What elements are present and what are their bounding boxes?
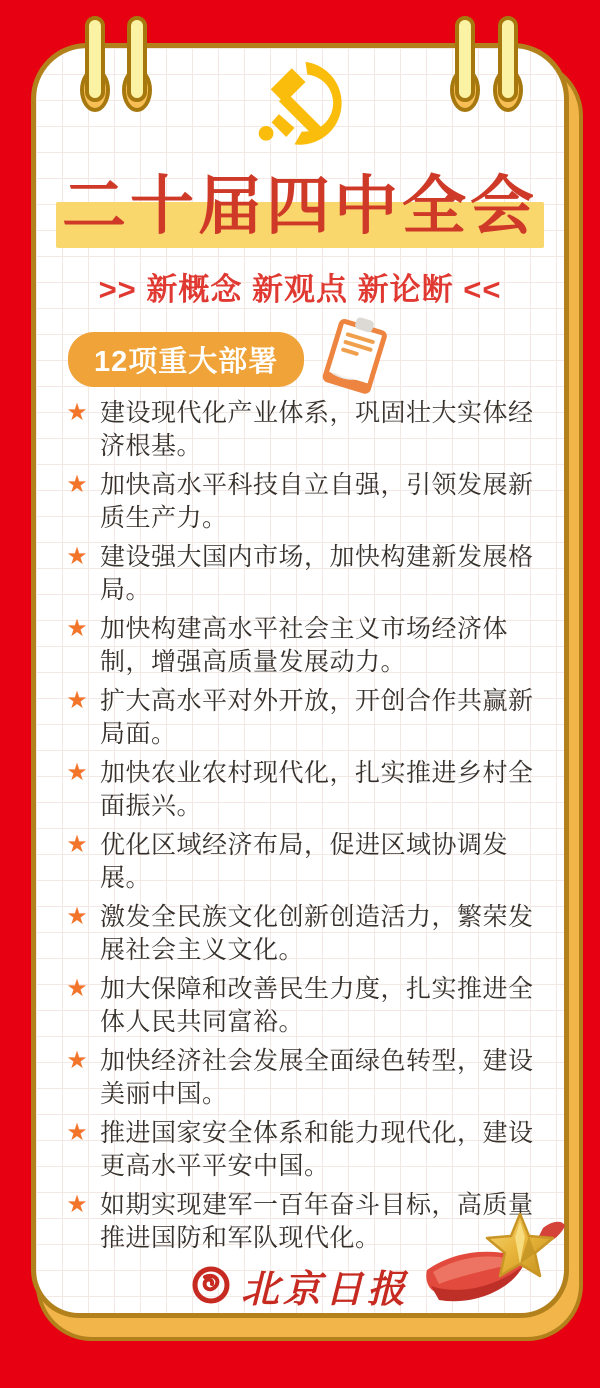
item-text: 激发全民族文化创新创造活力，繁荣发展社会主义文化。	[100, 902, 534, 964]
item-text: 推进国家安全体系和能力现代化，建设更高水平平安中国。	[100, 1118, 534, 1180]
star-bullet-icon: ★	[66, 1119, 88, 1146]
star-bullet-icon: ★	[66, 975, 88, 1002]
logo-text: 北京日报	[240, 1265, 409, 1311]
list-item	[64, 612, 538, 678]
list-item	[64, 756, 538, 822]
star-ribbon-icon	[425, 1208, 565, 1314]
star-bullet-icon: ★	[66, 471, 88, 498]
list-item	[64, 396, 538, 462]
list-item	[64, 1116, 538, 1182]
list-item	[64, 684, 538, 750]
ring-stem	[498, 16, 518, 102]
binder-ring	[493, 16, 523, 116]
item-text: 扩大高水平对外开放，开创合作共赢新局面。	[100, 686, 534, 748]
logo-mark-icon	[191, 1265, 231, 1305]
star-bullet-icon: ★	[66, 903, 88, 930]
star-bullet-icon: ★	[66, 615, 88, 642]
poster-title: 二十届四中全会	[62, 170, 538, 242]
item-text: 如期实现建军一百年奋斗目标，高质量推进国防和军队现代化。	[100, 1190, 534, 1252]
deployment-list	[64, 396, 538, 1254]
badge-row	[60, 332, 540, 380]
item-text: 优化区域经济布局，促进区域协调发展。	[100, 830, 509, 892]
deployments-badge: 12项重大部署	[68, 332, 304, 387]
item-text: 加快高水平科技自立自强，引领发展新质生产力。	[100, 470, 534, 532]
binder-ring	[450, 16, 480, 116]
item-text: 加快构建高水平社会主义市场经济体制，增强高质量发展动力。	[100, 614, 509, 676]
item-text: 加大保障和改善民生力度，扎实推进全体人民共同富裕。	[100, 974, 534, 1036]
item-text: 加快农业农村现代化，扎实推进乡村全面振兴。	[100, 758, 534, 820]
list-item	[64, 828, 538, 894]
ring-stem	[455, 16, 475, 102]
list-item	[64, 972, 538, 1038]
party-emblem-icon	[252, 60, 348, 148]
item-text: 建设现代化产业体系，巩固壮大实体经济根基。	[100, 398, 534, 460]
clipboard-icon	[318, 316, 396, 396]
star-bullet-icon: ★	[66, 1191, 88, 1218]
notebook-page	[31, 43, 569, 1318]
star-bullet-icon: ★	[66, 543, 88, 570]
ring-stem	[127, 16, 147, 102]
star-bullet-icon: ★	[66, 831, 88, 858]
binder-ring	[122, 16, 152, 116]
binder-ring	[80, 16, 110, 116]
list-item	[64, 1044, 538, 1110]
star-bullet-icon: ★	[66, 399, 88, 426]
item-text: 加快经济社会发展全面绿色转型，建设美丽中国。	[100, 1046, 534, 1108]
list-item	[64, 540, 538, 606]
list-item	[64, 900, 538, 966]
ring-stem	[85, 16, 105, 102]
title-block	[60, 164, 540, 248]
star-bullet-icon: ★	[66, 687, 88, 714]
poster-subtitle: >> 新概念 新观点 新论断 <<	[98, 272, 502, 307]
star-bullet-icon: ★	[66, 1047, 88, 1074]
item-text: 建设强大国内市场，加快构建新发展格局。	[100, 542, 534, 604]
list-item	[64, 468, 538, 534]
star-bullet-icon: ★	[66, 759, 88, 786]
